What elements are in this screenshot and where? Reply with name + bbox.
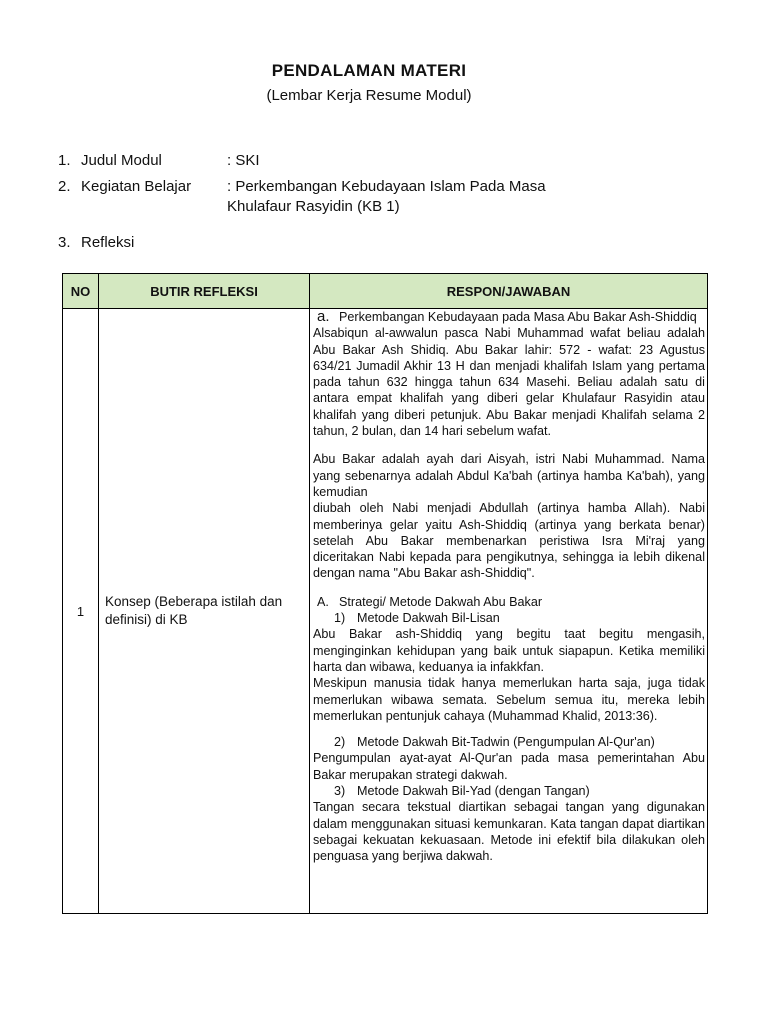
paragraph: diubah oleh Nabi menjadi Abdullah (artinya hamba Allah). Nabi memberinya gelar yaitu Ash-Shiddiq (artinya yang berkata benar) setelah Abu Bakar membenarkan peristiwa Isra Mi'raj yang diceritakan Nabi kepada para pengikutnya, sehingga ia lebih dikenal dengan nama "Abu Bakar ash-Shiddiq". [313,501,705,581]
meta-number: 1. [58,152,71,169]
respon-cell [310,309,708,914]
meta-value-continued: Khulafaur Rasyidin (KB 1) [227,198,400,215]
method-heading-bil-lisan [313,610,705,626]
meta-value: : SKI [227,152,260,169]
meta-label: Refleksi [81,234,135,251]
meta-number: 3. [58,234,71,251]
list-marker: 1) [334,611,346,626]
meta-label: Judul Modul [81,152,162,169]
heading-text: Metode Dakwah Bil-Lisan [357,611,500,626]
paragraph: Meskipun manusia tidak hanya memerlukan harta saja, juga tidak memerlukan wibawa semata. Sebelum semua itu, mereka lebih memerlukan pentunjuk cahaya (Muhammad Khalid, 2013:36). [313,676,705,723]
meta-value: : Perkembangan Kebudayaan Islam Pada Masa [227,178,546,195]
document-subtitle: (Lembar Kerja Resume Modul) [266,87,472,104]
heading-text: Strategi/ Metode Dakwah Abu Bakar [339,594,543,609]
meta-item-judul-modul [58,151,260,171]
section-heading-abu-bakar [313,309,705,325]
meta-item-kegiatan-belajar [58,177,546,217]
heading-text: Perkembangan Kebudayaan pada Masa Abu Bakar Ash-Shiddiq [339,310,697,324]
method-heading-bil-yad [313,783,705,799]
table-row [63,309,708,914]
paragraph: Abu Bakar ash-Shiddiq yang begitu taat begitu mengasih, menginginkan kehidupan yang baik untuk siapapun. Ketika memiliki harta dan wibawa, keduanya ia infakkfan. [313,627,705,674]
section-heading-strategi [313,594,705,610]
list-marker: a. [317,308,330,325]
header-butir-refleksi: BUTIR REFLEKSI [99,274,310,309]
paragraph: Abu Bakar adalah ayah dari Aisyah, istri Nabi Muhammad. Nama yang sebenarnya adalah Abdul Ka'bah (artinya hamba Ka'bah), yang kemudian [313,452,705,499]
heading-text: Metode Dakwah Bit-Tadwin (Pengumpulan Al-Qur'an) [357,735,655,750]
meta-item-refleksi [58,233,134,253]
list-marker: A. [317,594,329,609]
heading-text: Metode Dakwah Bil-Yad (dengan Tangan) [357,784,590,799]
reflection-table [62,273,708,914]
row-number: 1 [63,309,99,914]
table-header-row [63,274,708,309]
paragraph: Tangan secara tekstual diartikan sebagai tangan yang digunakan dalam menggunakan situasi kemunkaran. Kata tangan dapat diartikan sebagai kekuatan kekuasaan. Metode ini efektif bila dilakukan oleh penguasa yang berjiwa dakwah. [313,800,705,864]
meta-label: Kegiatan Belajar [81,178,192,195]
list-marker: 2) [334,735,346,750]
list-marker: 3) [334,784,346,799]
respon-text [313,309,705,865]
header-respon-jawaban: RESPON/JAWABAN [310,274,708,309]
method-heading-bit-tadwin [313,734,705,750]
paragraph: Pengumpulan ayat-ayat Al-Qur'an pada masa pemerintahan Abu Bakar merupakan strategi dakwah. [313,751,705,782]
document-title: PENDALAMAN MATERI [271,61,467,80]
butir-refleksi-cell: Konsep (Beberapa istilah dan definisi) di KB [99,309,310,914]
meta-number: 2. [58,178,71,195]
header-no: NO [63,274,99,309]
paragraph: Alsabiqun al-awwalun pasca Nabi Muhammad wafat beliau adalah Abu Bakar Ash Shidiq. Abu Bakar lahir: 572 - wafat: 23 Agustus 634/21 Jumadil Akhir 13 H dan menjadi khalifah Islam yang pertama pada tahun 632 hingga tahun 634 Masehi. Beliau adalah satu di antara empat khalifah yang diberi gelar Khulafaur Rasyidin atau khalifah yang diberi petunjuk. Abu Bakar menjadi Khalifah selama 2 tahun, 2 bulan, dan 14 hari sebelum wafat. [313,326,705,439]
